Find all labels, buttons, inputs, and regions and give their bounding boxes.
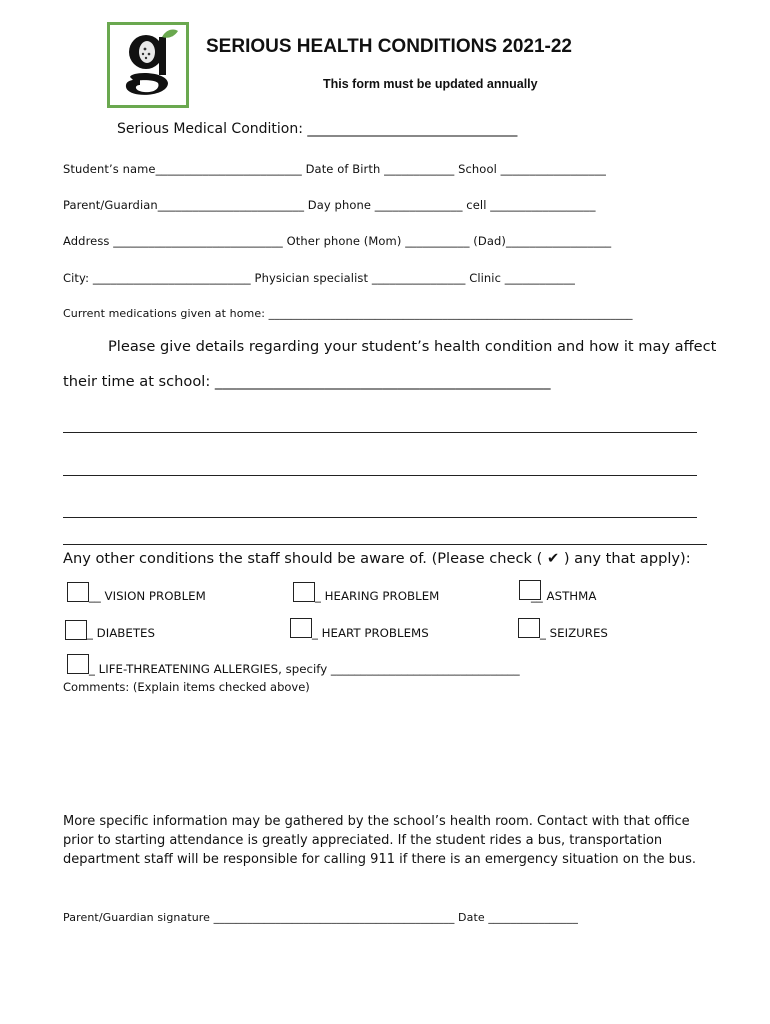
medications-row[interactable]: Current medications given at home: _________________________________________________________________	[63, 307, 633, 320]
details-first-line[interactable]: their time at school: ______________________________________________	[63, 373, 551, 390]
details-answer-line[interactable]	[63, 432, 697, 433]
conditions-prompt: Any other conditions the staff should be aware of. (Please check ( ✔ ) any that apply):	[63, 550, 691, 567]
address-row[interactable]: Address _____________________________ Other phone (Mom) ___________ (Dad)__________________	[63, 234, 612, 248]
parent-info-row[interactable]: Parent/Guardian_________________________ Day phone _______________ cell __________________	[63, 198, 596, 212]
serious-medical-condition-field[interactable]: Serious Medical Condition: ______________________________	[117, 121, 518, 137]
notice-line: prior to starting attendance is greatly appreciated. If the student rides a bus, transportation	[63, 833, 663, 848]
form-subtitle: This form must be updated annually	[323, 77, 538, 91]
allergies-label[interactable]: _ LIFE-THREATENING ALLERGIES, specify ________________________________	[89, 662, 520, 676]
vision-problem-label: __ VISION PROBLEM	[89, 589, 206, 603]
comments-label: Comments: (Explain items checked above)	[63, 680, 310, 694]
details-answer-line[interactable]	[63, 475, 697, 476]
notice-line: department staff will be responsible for calling 911 if there is an emergency situation on the bus.	[63, 852, 696, 867]
seizures-checkbox[interactable]	[518, 618, 540, 638]
diabetes-checkbox[interactable]	[65, 620, 87, 640]
asthma-label: __ ASTHMA	[531, 589, 597, 603]
city-physician-row[interactable]: City: ___________________________ Physician specialist ________________ Clinic ____________	[63, 271, 575, 285]
section-divider	[63, 544, 707, 545]
hearing-problem-label: _ HEARING PROBLEM	[315, 589, 440, 603]
seizures-label: _ SEIZURES	[540, 626, 608, 640]
vision-problem-checkbox[interactable]	[67, 582, 89, 602]
form-title: SERIOUS HEALTH CONDITIONS 2021-22	[206, 36, 573, 57]
heart-problems-label: _ HEART PROBLEMS	[312, 626, 429, 640]
heart-problems-checkbox[interactable]	[290, 618, 312, 638]
school-logo	[107, 22, 189, 108]
allergies-checkbox[interactable]	[67, 654, 89, 674]
signature-date-row[interactable]: Parent/Guardian signature ___________________________________________ Date ________________	[63, 911, 578, 924]
comments-area[interactable]	[63, 700, 697, 800]
diabetes-label: _ DIABETES	[87, 626, 155, 640]
g-letter-leaf-icon	[110, 25, 186, 105]
hearing-problem-checkbox[interactable]	[293, 582, 315, 602]
student-info-row[interactable]: Student’s name_________________________ Date of Birth ____________ School __________________	[63, 162, 606, 176]
details-prompt: Please give details regarding your student’s health condition and how it may affect	[108, 338, 717, 355]
notice-line: More specific information may be gathered by the school’s health room. Contact with that office	[63, 814, 690, 829]
details-answer-line[interactable]	[63, 517, 697, 518]
